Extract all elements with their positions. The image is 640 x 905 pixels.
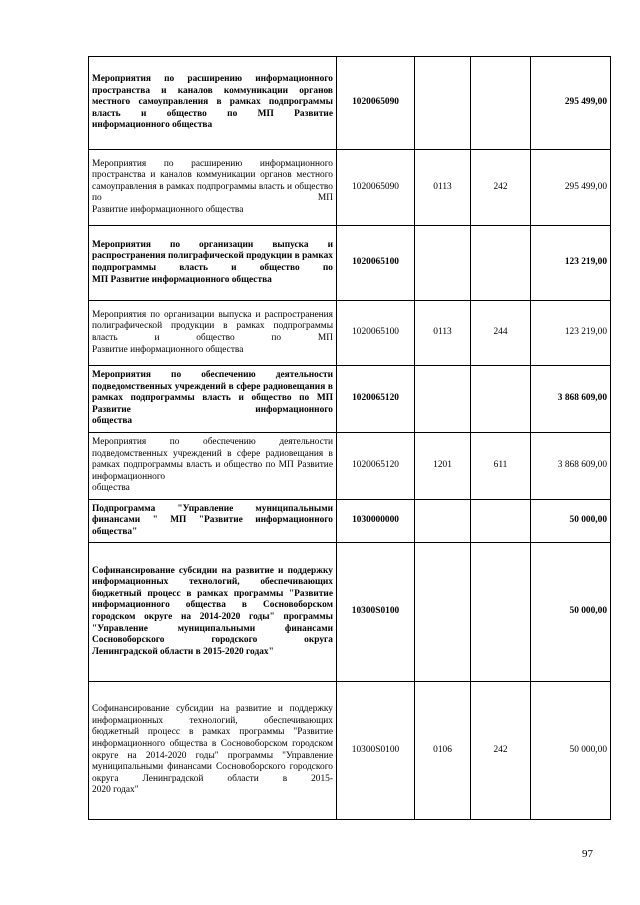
row-sum-cell: 123 219,00 <box>531 226 611 301</box>
row-section-cell <box>415 57 471 150</box>
row-type-cell <box>471 500 531 543</box>
row-name-cell: Мероприятия по расширению информационного пространства и каналов коммуникации органов местного самоуправления в рамках подпрограммы власть и общество по МП Развитие информационного общества <box>89 57 337 150</box>
row-name-cell: Мероприятия по обеспечению деятельности подведомственных учреждений в сфере радиовещания в рамках подпрограммы власть и общество по МП Развитие информационного общества <box>89 433 337 500</box>
row-type-cell <box>471 226 531 301</box>
row-name-cell: Мероприятия по расширению информационного пространства и каналов коммуникации органов местного самоуправления в рамках подпрограммы власть и общество по МП Развитие информационного общества <box>89 150 337 226</box>
row-code-cell: 1020065100 <box>337 226 415 301</box>
row-code-cell: 10300S0100 <box>337 682 415 820</box>
table-row <box>89 57 611 150</box>
row-name-cell: Мероприятия по организации выпуска и распространения полиграфической продукции в рамках подпрограммы власть и общество по МП Развитие информационного общества <box>89 226 337 301</box>
budget-table <box>88 56 611 820</box>
row-section-cell <box>415 226 471 301</box>
row-code-cell: 1020065120 <box>337 366 415 433</box>
row-sum-cell: 123 219,00 <box>531 301 611 366</box>
row-section-cell: 1201 <box>415 433 471 500</box>
table-row <box>89 150 611 226</box>
row-code-cell: 10300S0100 <box>337 543 415 682</box>
row-type-cell: 244 <box>471 301 531 366</box>
row-type-cell: 242 <box>471 150 531 226</box>
table-row <box>89 500 611 543</box>
table-row <box>89 433 611 500</box>
table-row <box>89 301 611 366</box>
table-row <box>89 226 611 301</box>
table-row <box>89 543 611 682</box>
row-section-cell: 0113 <box>415 150 471 226</box>
row-section-cell <box>415 500 471 543</box>
page-number: 97 <box>582 848 593 860</box>
row-name-cell: Мероприятия по организации выпуска и распространения полиграфической продукции в рамках подпрограммы власть и общество по МП Развитие информационного общества <box>89 301 337 366</box>
row-code-cell: 1020065100 <box>337 301 415 366</box>
table-row <box>89 682 611 820</box>
row-sum-cell: 50 000,00 <box>531 543 611 682</box>
row-sum-cell: 295 499,00 <box>531 57 611 150</box>
row-name-cell: Подпрограмма "Управление муниципальными финансами " МП "Развитие информационного общества" <box>89 500 337 543</box>
row-sum-cell: 50 000,00 <box>531 682 611 820</box>
row-type-cell <box>471 57 531 150</box>
row-sum-cell: 50 000,00 <box>531 500 611 543</box>
row-section-cell: 0113 <box>415 301 471 366</box>
row-section-cell <box>415 543 471 682</box>
row-name-cell: Софинансирование субсидии на развитие и поддержку информационных технологий, обеспечивающих бюджетный процесс в рамках программы "Развитие информационного общества в Сосновоборском городском округе на 2014-2020 годы" программы "Управление муниципальными финансами Сосновоборского городского округа Ленинградской области в 2015-2020 годах" <box>89 543 337 682</box>
row-name-cell: Мероприятия по обеспечению деятельности подведомственных учреждений в сфере радиовещания в рамках подпрограммы власть и общество по МП Развитие информационного общества <box>89 366 337 433</box>
row-type-cell <box>471 366 531 433</box>
row-section-cell: 0106 <box>415 682 471 820</box>
row-name-cell: Софинансирование субсидии на развитие и поддержку информационных технологий, обеспечивающих бюджетный процесс в рамках программы "Развитие информационного общества в Сосновоборском городском округе на 2014-2020 годы" программы "Управление муниципальными финансами Сосновоборского городского округа Ленинградской области в 2015- 2020 годах" <box>89 682 337 820</box>
row-type-cell: 611 <box>471 433 531 500</box>
row-sum-cell: 3 868 609,00 <box>531 433 611 500</box>
row-code-cell: 1030000000 <box>337 500 415 543</box>
row-type-cell <box>471 543 531 682</box>
row-sum-cell: 295 499,00 <box>531 150 611 226</box>
row-type-cell: 242 <box>471 682 531 820</box>
row-code-cell: 1020065090 <box>337 57 415 150</box>
row-code-cell: 1020065090 <box>337 150 415 226</box>
table-row <box>89 366 611 433</box>
row-section-cell <box>415 366 471 433</box>
row-code-cell: 1020065120 <box>337 433 415 500</box>
row-sum-cell: 3 868 609,00 <box>531 366 611 433</box>
